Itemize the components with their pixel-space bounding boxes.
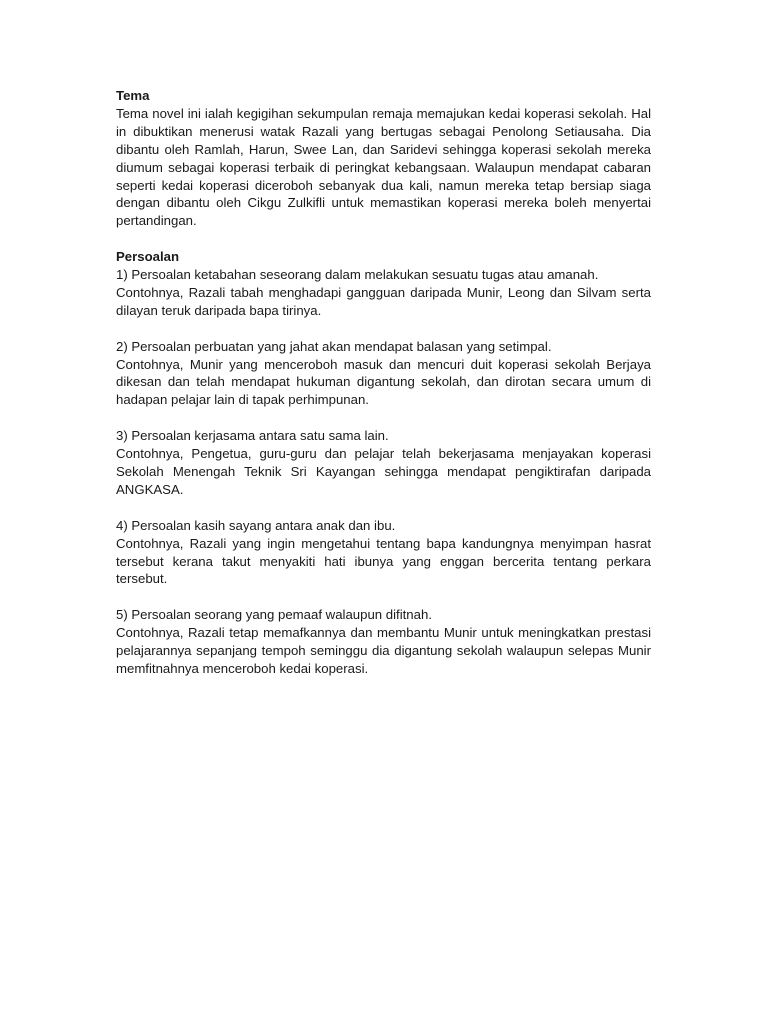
- persoalan-item: [116, 427, 651, 499]
- persoalan-item-title: 2) Persoalan perbuatan yang jahat akan mendapat balasan yang setimpal.: [116, 338, 552, 354]
- persoalan-item: [116, 266, 651, 320]
- persoalan-item-title: 4) Persoalan kasih sayang antara anak dan ibu.: [116, 517, 396, 533]
- persoalan-section: [116, 248, 651, 678]
- persoalan-item: [116, 338, 651, 410]
- tema-paragraph: Tema novel ini ialah kegigihan sekumpulan remaja memajukan kedai koperasi sekolah. Hal in dibuktikan menerusi watak Razali yang bertugas sebagai Penolong Setiausaha. Dia dibantu oleh Ramlah, Harun, Swee Lan, dan Saridevi sehingga koperasi sekolah mereka diumum sebagai koperasi terbaik di peringkat kebangsaan. Walaupun mendapat cabaran seperti kedai koperasi diceroboh sebanyak dua kali, namun mereka tetap bersiap siaga dengan dibantu oleh Cikgu Zulkifli untuk memastikan koperasi mereka boleh menyertai pertandingan.: [116, 105, 651, 229]
- persoalan-heading: Persoalan: [116, 249, 180, 265]
- tema-heading: Tema: [116, 88, 150, 103]
- persoalan-item-title: 1) Persoalan ketabahan seseorang dalam melakukan sesuatu tugas atau amanah.: [116, 267, 599, 283]
- persoalan-item-title: 3) Persoalan kerjasama antara satu sama lain.: [116, 428, 389, 444]
- tema-section: [116, 87, 651, 230]
- persoalan-item-title: 5) Persoalan seorang yang pemaaf walaupun difitnah.: [116, 607, 432, 623]
- persoalan-item-body: Contohnya, Razali tetap memafkannya dan membantu Munir untuk meningkatkan prestasi pelajarannya sepanjang tempoh seminggu dia digantung sekolah walaupun selepas Munir memfitnahnya menceroboh kedai koperasi.: [116, 625, 651, 676]
- persoalan-item-body: Contohnya, Pengetua, guru-guru dan pelajar telah bekerjasama menjayakan koperasi Sekolah Menengah Teknik Sri Kayangan sehingga mendapat pengiktirafan daripada ANGKASA.: [116, 446, 651, 497]
- persoalan-item-body: Contohnya, Razali yang ingin mengetahui tentang bapa kandungnya menyimpan hasrat tersebut kerana takut menyakiti hati ibunya yang enggan bercerita tentang perkara tersebut.: [116, 535, 651, 587]
- persoalan-item: [116, 606, 651, 678]
- persoalan-item-body: Contohnya, Razali tabah menghadapi gangguan daripada Munir, Leong dan Silvam serta dilayan teruk daripada bapa tirinya.: [116, 284, 651, 318]
- document-page: [116, 87, 651, 678]
- persoalan-item-body: Contohnya, Munir yang menceroboh masuk dan mencuri duit koperasi sekolah Berjaya dikesan dan telah mendapat hukuman digantung sekolah, dan dirotan secara umum di hadapan pelajar lain di tapak perhimpunan.: [116, 356, 651, 408]
- persoalan-item: [116, 517, 651, 589]
